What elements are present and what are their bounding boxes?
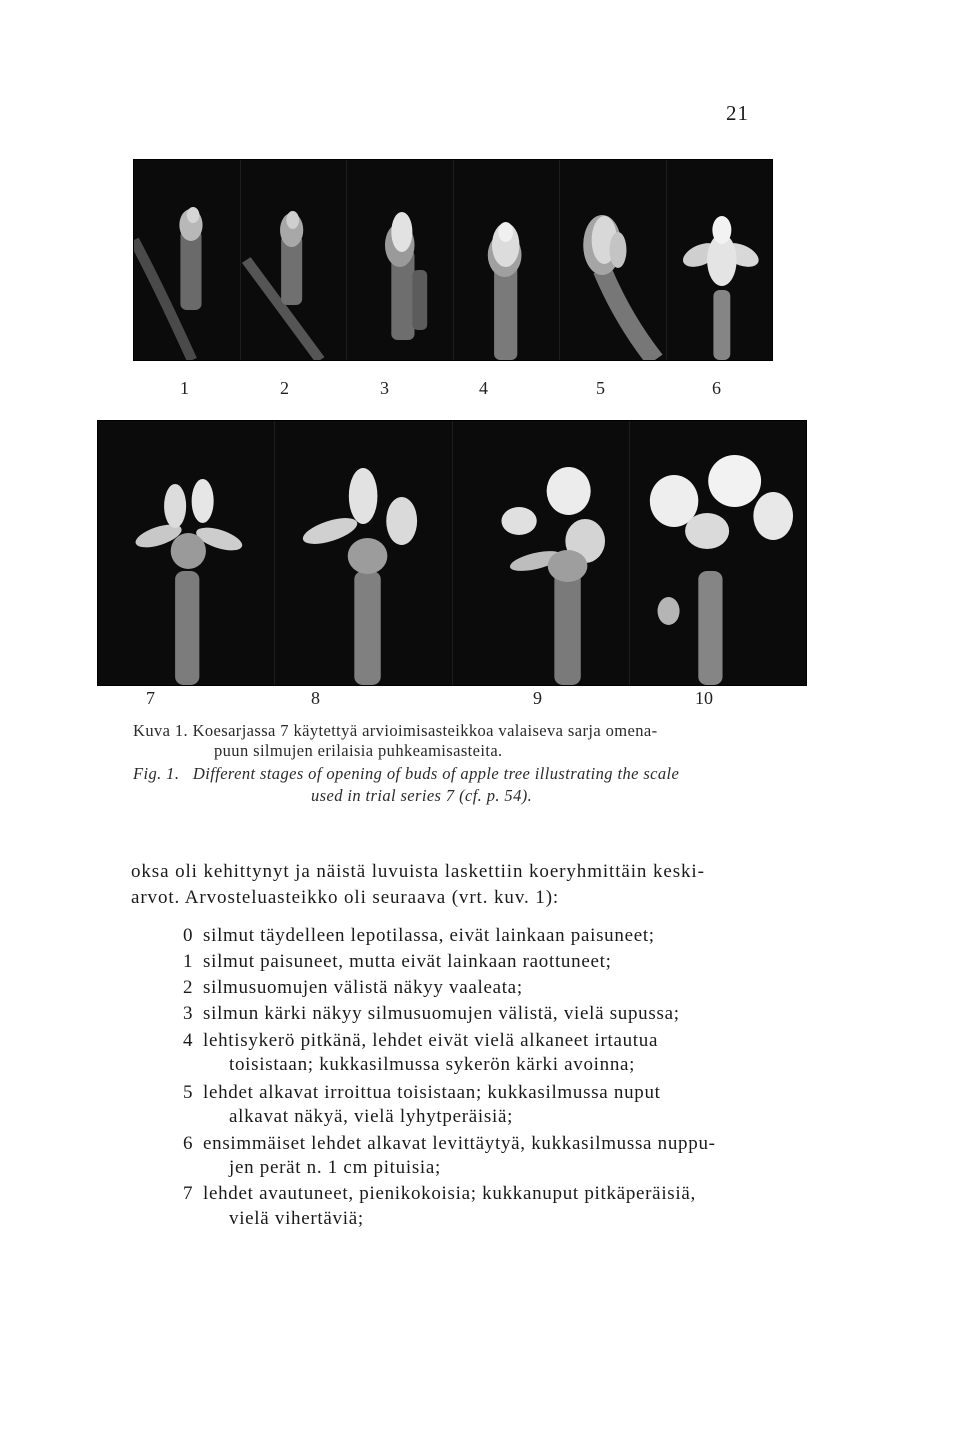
scale-item-4	[183, 1030, 658, 1052]
bud-photo-stage-3	[347, 160, 454, 360]
caption-en-line-1	[133, 764, 679, 784]
bud-photo-stage-8	[275, 421, 452, 685]
caption-fi-line-2: puun silmujen erilaisia puhkeamisasteita.	[214, 741, 503, 760]
stage-label-9: 9	[533, 688, 542, 708]
scale-num: 0	[183, 925, 194, 946]
bud-photo-stage-1	[134, 160, 241, 360]
scale-num: 1	[183, 951, 194, 972]
stage-label-2: 2	[280, 378, 289, 398]
scale-text: lehtisykerö pitkänä, lehdet eivät vielä alkaneet irtautua	[203, 1030, 659, 1051]
figure-photo-row-bottom	[97, 420, 807, 686]
scale-num: 2	[183, 977, 194, 998]
bud-photo-stage-7	[98, 421, 275, 685]
bud-photo-stage-10	[630, 421, 806, 685]
stage-label-10: 10	[695, 688, 713, 708]
stage-label-8: 8	[311, 688, 320, 708]
page-number: 21	[726, 101, 749, 125]
caption-en-text: Different stages of opening of buds of apple tree illustrating the scale	[192, 764, 680, 783]
scale-num: 6	[183, 1133, 194, 1154]
caption-fi-line-1: Kuva 1. Koesarjassa 7 käytettyä arvioimisasteikkoa valaiseva sarja omena-	[133, 721, 658, 740]
bud-photo-stage-4	[454, 160, 561, 360]
bud-photo-stage-6	[667, 160, 773, 360]
scale-item-7-cont: vielä vihertäviä;	[229, 1208, 364, 1229]
scale-text: silmut täydelleen lepotilassa, eivät lainkaan paisuneet;	[203, 925, 655, 946]
scale-item-6	[183, 1133, 716, 1155]
scale-num: 4	[183, 1030, 194, 1051]
caption-en-line-2	[311, 786, 532, 806]
stage-label-1: 1	[180, 378, 189, 398]
scale-text: silmusuomujen välistä näkyy vaaleata;	[203, 977, 523, 998]
stage-label-6: 6	[712, 378, 721, 398]
caption-en-prefix: Fig. 1.	[133, 764, 180, 783]
figure-photo-row-top	[133, 159, 773, 361]
scale-num: 5	[183, 1082, 194, 1103]
scale-num: 3	[183, 1003, 194, 1024]
scale-text: silmut paisuneet, mutta eivät lainkaan raottuneet;	[203, 951, 612, 972]
bud-photo-stage-5	[560, 160, 667, 360]
scale-text: silmun kärki näkyy silmusuomujen välistä, vielä supussa;	[203, 1003, 680, 1024]
stage-label-7: 7	[146, 688, 155, 708]
scale-item-7	[183, 1183, 696, 1205]
scale-num: 7	[183, 1183, 194, 1204]
scale-item-0	[183, 925, 655, 947]
scale-text: ensimmäiset lehdet alkavat levittäytyä, kukkasilmussa nuppu-	[203, 1133, 716, 1154]
scale-item-3	[183, 1003, 680, 1025]
scale-item-2	[183, 977, 523, 999]
scale-text: lehdet alkavat irroittua toisistaan; kukkasilmussa nuput	[203, 1082, 661, 1103]
stage-label-4: 4	[479, 378, 488, 398]
scale-item-6-cont: jen perät n. 1 cm pituisia;	[229, 1157, 442, 1178]
stage-label-3: 3	[380, 378, 389, 398]
scale-item-1	[183, 951, 612, 973]
body-paragraph-line-1: oksa oli kehittynyt ja näistä luvuista laskettiin koeryhmittäin keski-	[131, 861, 705, 882]
bud-photo-stage-2	[241, 160, 348, 360]
stage-label-5: 5	[596, 378, 605, 398]
scale-item-4-cont: toisistaan; kukkasilmussa sykerön kärki avoinna;	[229, 1054, 636, 1075]
bud-photo-stage-9	[453, 421, 630, 685]
scale-item-5-cont: alkavat näkyä, vielä lyhytperäisiä;	[229, 1106, 514, 1127]
scale-item-5	[183, 1082, 661, 1104]
body-paragraph-line-2: arvot. Arvosteluasteikko oli seuraava (vrt. kuv. 1):	[131, 887, 560, 908]
scale-text: lehdet avautuneet, pienikokoisia; kukkanuput pitkäperäisiä,	[203, 1183, 696, 1204]
caption-en-text-2: used in trial series 7 (cf. p. 54).	[311, 786, 533, 805]
